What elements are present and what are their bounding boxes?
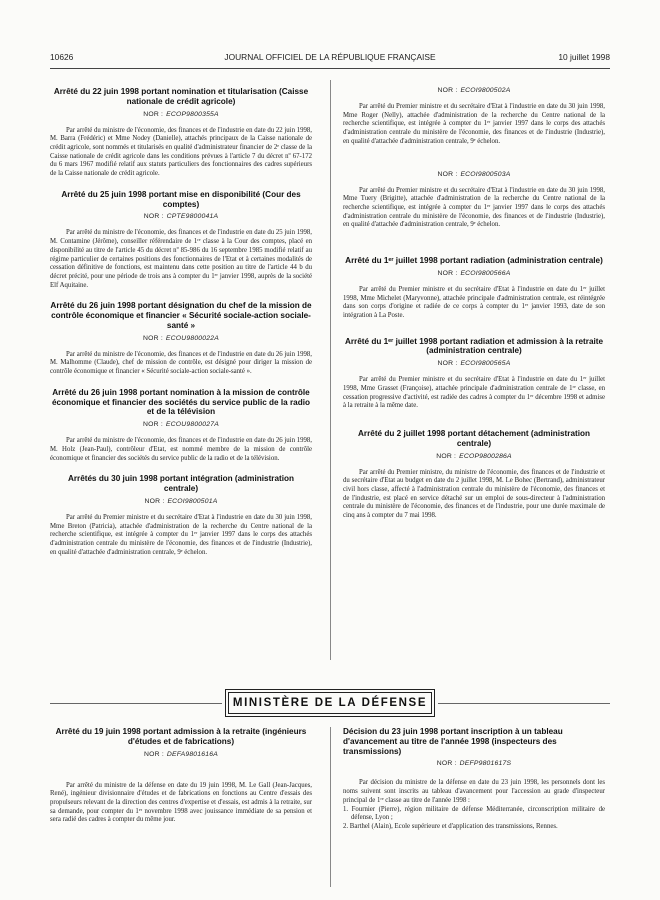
ministry-rule: [50, 703, 222, 704]
decree-section: [50, 190, 312, 291]
nor-reference: [50, 751, 312, 758]
decree-body: Par arrêté du ministre de l'économie, des finances et de l'industrie en date du 26 juin 1998, M. Holz (Jean-Paul), contrôleur d'Etat, est nommé membre de la mission de contrôle économique et financier des sociétés du service public de la radio et de la télévision.: [50, 437, 312, 462]
decree-body: Par arrêté du Premier ministre et du secrétaire d'Etat à l'industrie en date du 30 juin 1998, Mme Roger (Nelly), attachée d'administration de la recherche du Centre national de la recherche scientifique, est intégrée à compter du 1ᵉʳ janvier 1997 dans le corps des attachés d'administration centrale du ministère de l'économie, des finances et de l'industrie (Industrie), en qualité d'attachée d'administration centrale, 9ᵉ échelon.: [343, 103, 605, 145]
list-item: 1. Fournier (Pierre), région militaire de défense Méditerranée, circonscription militaire de défense, Lyon ;: [343, 805, 605, 822]
nor-reference: [343, 453, 605, 460]
decree-title: Arrêtés du 30 juin 1998 portant intégration (administration centrale): [67, 474, 295, 494]
list-item: 2. Barthel (Alain), Ecole supérieure et d'application des transmissions, Rennes.: [343, 822, 558, 830]
nor-label: NOR :: [144, 750, 164, 758]
decree-body: Par décision du ministre de la défense en date du 23 juin 1998, les personnels dont les noms suivent sont inscrits au tableau d'avancement pour l'accession au grade d'inspecteur principal de 1ʳᵉ classe au titre de l'année 1998 :: [343, 779, 605, 804]
decree-section: [50, 474, 312, 557]
decree-section: [50, 301, 312, 377]
nor-reference: [50, 498, 312, 505]
nor-label: NOR :: [143, 421, 163, 429]
nor-reference: [343, 87, 605, 94]
nor-reference: [50, 111, 312, 118]
nor-label: NOR :: [437, 269, 458, 277]
decree-title: Arrêté du 22 juin 1998 portant nomination et titularisation (Caisse nationale de crédit agricole): [53, 87, 309, 106]
decree-title: Arrêté du 25 juin 1998 portant mise en disponibilité (Cour des comptes): [61, 189, 301, 209]
decree-body: Par arrêté du Premier ministre et du secrétaire d'Etat à l'industrie en date du 30 juin 1998, Mme Breton (Patricia), attachée d'administration de la recherche du Centre national de la recherche scientifique, est intégrée à compter du 1ᵉʳ janvier 1997 dans le corps des attachés d'administration centrale du ministère de l'économie, des finances et de l'industrie (Industrie), en qualité d'attachée d'administration centrale, 9ᵉ échelon.: [50, 513, 312, 556]
decree-body: Par arrêté du Premier ministre et du secrétaire d'Etat à l'industrie en date du 1ᵉʳ juillet 1998, Mme Grasset (Françoise), attachée principale d'administration centrale de 1ʳᵉ classe, en cessation progressive d'activité, est radiée des cadres à compter du 1ᵉʳ décembre 1998 et admise à la retraite à la même date.: [343, 376, 605, 410]
nor-reference: [343, 171, 605, 178]
nor-code: DEFP9801617S: [459, 760, 512, 768]
decree-body: Par arrêté du ministre de l'économie, des finances et de l'industrie en date du 22 juin 1998, M. Barra (Frédéric) et Mme Nodey (Danielle), attachés principaux de la Caisse nationale de crédit agricole, sont nommés et titularisés en qualité d'administrateur financier de 2ᵉ classe de la Caisse nationale de crédit agricole dans les conditions prévues à l'article 7 du décret nº 67-172 du 6 mars 1967 modifié relatif aux statuts particuliers des fonctionnaires des cadres supérieurs de la Caisse nationale de crédit agricole.: [50, 126, 312, 178]
decree-section: [343, 429, 605, 521]
nor-code: ECOI9800503A: [460, 170, 511, 178]
page-number: 10626: [50, 52, 74, 62]
issue-date: 10 juillet 1998: [558, 52, 610, 62]
decree-title: Décision du 23 juin 1998 portant inscription à un tableau d'avancement au titre de l'année 1998 (inspecteurs des transmissions): [343, 727, 563, 756]
decree-title: Arrêté du 19 juin 1998 portant admission à la retraite (ingénieurs d'études et de fabrications): [55, 727, 307, 746]
nor-code: ECOU9800022A: [165, 334, 219, 342]
right-column: [343, 87, 605, 532]
decree-title: Arrêté du 26 juin 1998 portant désignation du chef de la mission de contrôle économique et financier « Sécurité sociale-action sociale-santé »: [50, 301, 312, 330]
decree-body: Par arrêté du Premier ministre et du secrétaire d'Etat à l'industrie en date du 1ᵉʳ juillet 1998, Mme Michelet (Maryvonne), attachée principale d'administration centrale, est réintégrée dans son corps d'origine et radiée de ce corps à compter du 1ᵉʳ janvier 1993, date de son intégration à La Poste.: [343, 285, 605, 319]
decree-body: Par arrêté du ministre de l'économie, des finances et de l'industrie en date du 25 juin 1998, M. Contamine (Jérôme), conseiller référendaire de 1ʳᵉ classe à la Cour des comptes, placé en disponibilité au titre de l'article 45 du décret nº 85-986 du 16 septembre 1985 modifié relatif au régime particulier de certaines positions des fonctionnaires de l'Etat et à certaines modalités de cessation définitive de fonctions, est maintenu dans cette position au titre de l'article 44 b du décret précité, pour une période de trois ans à compter du 1ᵉʳ janvier 1998, auprès de la société Elf Aquitaine.: [50, 229, 312, 289]
decree-body: Par arrêté du ministre de la défense en date du 19 juin 1998, M. Le Gall (Jean-Jacques, René), ingénieur divisionnaire d'études et de fabrications en fonctions au Centre d'essais des propulseurs relevant de la direction des centres d'expertise et d'essais, est admis à la retraite, sur sa demande, pour compter du 1ᵉʳ novembre 1998 avec jouissance immédiate de sa pension et sera radié des cadres à compter du même jour.: [50, 781, 312, 824]
decree-section: [50, 388, 312, 464]
decree-title: Arrêté du 1ᵉʳ juillet 1998 portant radiation (administration centrale): [345, 256, 603, 266]
journal-title: JOURNAL OFFICIEL DE LA RÉPUBLIQUE FRANÇAISE: [224, 52, 436, 62]
nor-label: NOR :: [436, 452, 457, 460]
nor-label: NOR :: [436, 760, 457, 768]
decree-section: [50, 727, 312, 825]
decree-body: Par arrêté du Premier ministre, du ministre de l'économie, des finances et de l'industrie et du secrétaire d'Etat au budget en date du 2 juillet 1998, M. Le Bohec (Bertrand), administrateur civil hors classe, affecté à l'administration centrale du ministère de l'économie, des finances et de l'industrie, est placé en service détaché sur un emploi de sous-directeur à l'administration centrale du ministère de l'économie, des finances et de l'industrie, pour une durée maximale de cinq ans à compter du 7 mai 1998.: [343, 468, 605, 520]
nor-code: ECOI9800566A: [460, 269, 511, 277]
column-divider: [330, 80, 331, 660]
decree-section: [50, 87, 312, 179]
decree-section: [343, 727, 605, 832]
header-rule: [50, 68, 610, 69]
decree-title: Arrêté du 2 juillet 1998 portant détachement (administration centrale): [357, 429, 591, 448]
nor-label: NOR :: [437, 87, 458, 94]
decree-body: Par arrêté du ministre de l'économie, des finances et de l'industrie en date du 26 juin 1998, M. Malhomme (Claude), chef de mission de contrôle, est désigné pour diriger la mission de contrôle économique et financier « Sécurité sociale-action sociale-santé ».: [50, 350, 312, 376]
nor-code: ECOU9800027A: [165, 421, 219, 429]
decree-section: [343, 171, 605, 231]
nor-reference: [343, 270, 605, 277]
decree-title: Arrêté du 1ᵉʳ juillet 1998 portant radiation et admission à la retraite (administration centrale): [344, 336, 604, 356]
page-header: [50, 52, 610, 66]
nor-label: NOR :: [144, 497, 165, 505]
nor-code: ECOP9800286A: [459, 452, 512, 460]
ministry-rule: [438, 703, 610, 704]
left-column: [50, 87, 312, 568]
decree-section: [343, 337, 605, 411]
column-divider: [330, 727, 331, 887]
bottom-left-column: [50, 727, 312, 836]
nor-reference: [50, 335, 312, 342]
nor-label: NOR :: [143, 110, 164, 118]
nor-reference: [50, 421, 312, 428]
nor-code: DEFA9801616A: [166, 750, 218, 758]
decree-title: Arrêté du 26 juin 1998 portant nomination à la mission de contrôle économique et financier des sociétés du service public de la radio et de la télévision: [52, 387, 310, 417]
decree-body: Par arrêté du Premier ministre et du secrétaire d'Etat à l'industrie en date du 30 juin 1998, Mme Tuery (Brigitte), attachée d'administration de la recherche du Centre national de la recherche scientifique, est intégrée à compter du 1ᵉʳ janvier 1997 dans le corps des attachés d'administration centrale du ministère de l'économie, des finances et de l'industrie (Industrie), en qualité d'attachée d'administration centrale, 9ᵉ échelon.: [343, 186, 605, 229]
nor-label: NOR :: [143, 334, 163, 342]
ministry-heading-box: [228, 692, 432, 714]
decree-section: [343, 87, 605, 147]
nor-label: NOR :: [437, 170, 458, 178]
nor-code: ECOP9800355A: [166, 110, 219, 118]
nor-label: NOR :: [437, 360, 458, 368]
decree-section: [343, 256, 605, 321]
nor-code: CPTE9800041A: [166, 213, 219, 221]
nor-reference: [343, 360, 605, 367]
nor-reference: [343, 760, 605, 767]
nor-code: ECOI9800502A: [460, 87, 511, 94]
nor-code: ECOI9800565A: [460, 360, 511, 368]
ministry-heading: MINISTÈRE DE LA DÉFENSE: [232, 697, 428, 709]
nor-code: ECOI9800501A: [167, 497, 218, 505]
nor-label: NOR :: [143, 213, 164, 221]
nor-reference: [50, 213, 312, 220]
bottom-right-column: [343, 727, 605, 843]
